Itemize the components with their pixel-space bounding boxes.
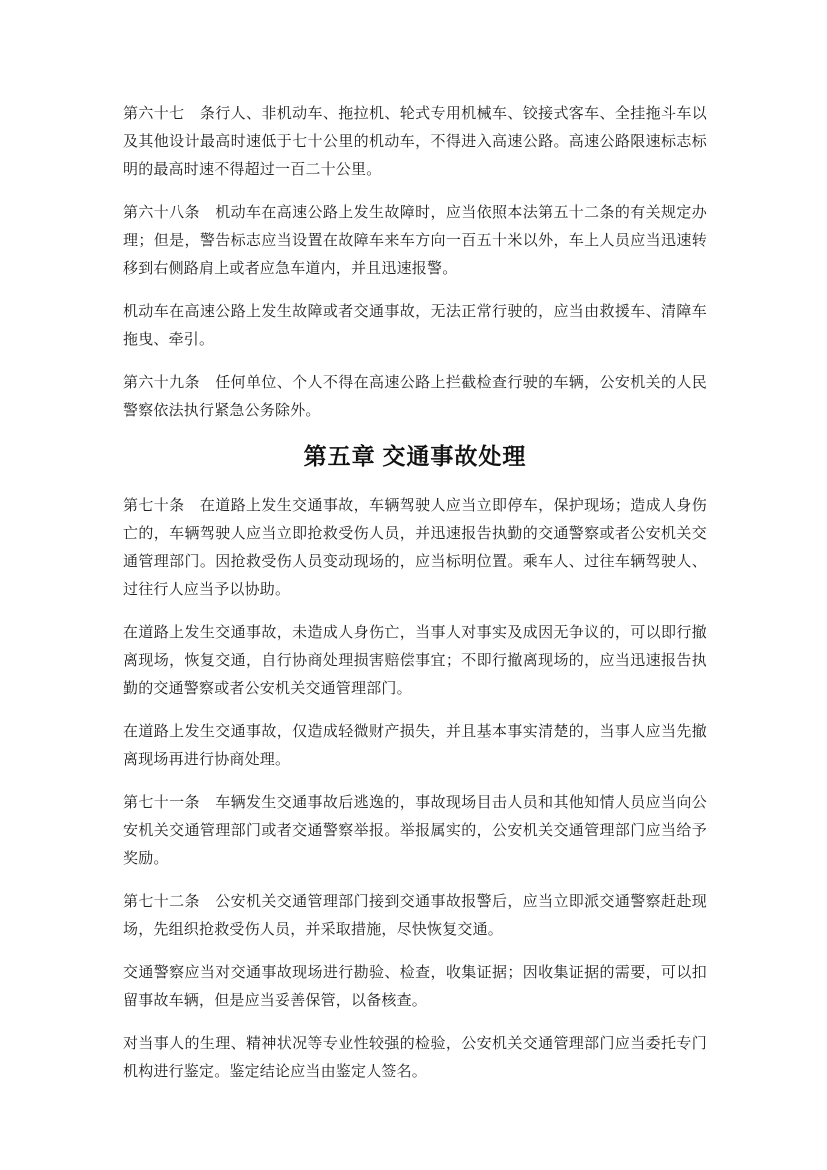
article-69-paragraph: 第六十九条 任何单位、个人不得在高速公路上拦截检查行驶的车辆，公安机关的人民警察依法执行紧急公务除外。 [123,375,707,419]
article-68-second-paragraph: 机动车在高速公路上发生故障或者交通事故，无法正常行驶的，应当由救援车、清障车拖曳、牵引。 [123,304,707,348]
article-72-second-paragraph: 交通警察应当对交通事故现场进行勘验、检查，收集证据；因收集证据的需要，可以扣留事故车辆，但是应当妥善保管，以备核查。 [123,965,707,1009]
article-68-paragraph: 第六十八条 机动车在高速公路上发生故障时，应当依照本法第五十二条的有关规定办理；但是，警告标志应当设置在故障车来车方向一百五十米以外，车上人员应当迅速转移到右侧路肩上或者应急车道内，并且迅速报警。 [123,205,707,277]
article-70-second-paragraph: 在道路上发生交通事故，未造成人身伤亡，当事人对事实及成因无争议的，可以即行撤离现场，恢复交通，自行协商处理损害赔偿事宜；不即行撤离现场的，应当迅速报告执勤的交通警察或者公安机关交通管理部门。 [123,625,707,697]
article-71-paragraph: 第七十一条 车辆发生交通事故后逃逸的，事故现场目击人员和其他知情人员应当向公安机关交通管理部门或者交通警察举报。举报属实的，公安机关交通管理部门应当给予奖励。 [123,795,707,867]
chapter-5-heading: 第五章 交通事故处理 [303,444,527,469]
article-72-third-paragraph: 对当事人的生理、精神状况等专业性较强的检验，公安机关交通管理部门应当委托专门机构进行鉴定。鉴定结论应当由鉴定人签名。 [123,1036,707,1080]
article-67-paragraph: 第六十七 条行人、非机动车、拖拉机、轮式专用机械车、铰接式客车、全挂拖斗车以及其他设计最高时速低于七十公里的机动车，不得进入高速公路。高速公路限速标志标明的最高时速不得超过一百二十公里。 [123,106,707,178]
article-70-third-paragraph: 在道路上发生交通事故，仅造成轻微财产损失，并且基本事实清楚的，当事人应当先撤离现场再进行协商处理。 [123,724,707,768]
document-body [123,100,707,1086]
article-72-paragraph: 第七十二条 公安机关交通管理部门接到交通事故报警后，应当立即派交通警察赶赴现场，先组织抢救受伤人员，并采取措施，尽快恢复交通。 [123,894,707,938]
article-70-paragraph: 第七十条 在道路上发生交通事故，车辆驾驶人应当立即停车，保护现场；造成人身伤亡的，车辆驾驶人应当立即抢救受伤人员，并迅速报告执勤的交通警察或者公安机关交通管理部门。因抢救受伤人员变动现场的，应当标明位置。乘车人、过往车辆驾驶人、过往行人应当予以协助。 [123,498,707,598]
